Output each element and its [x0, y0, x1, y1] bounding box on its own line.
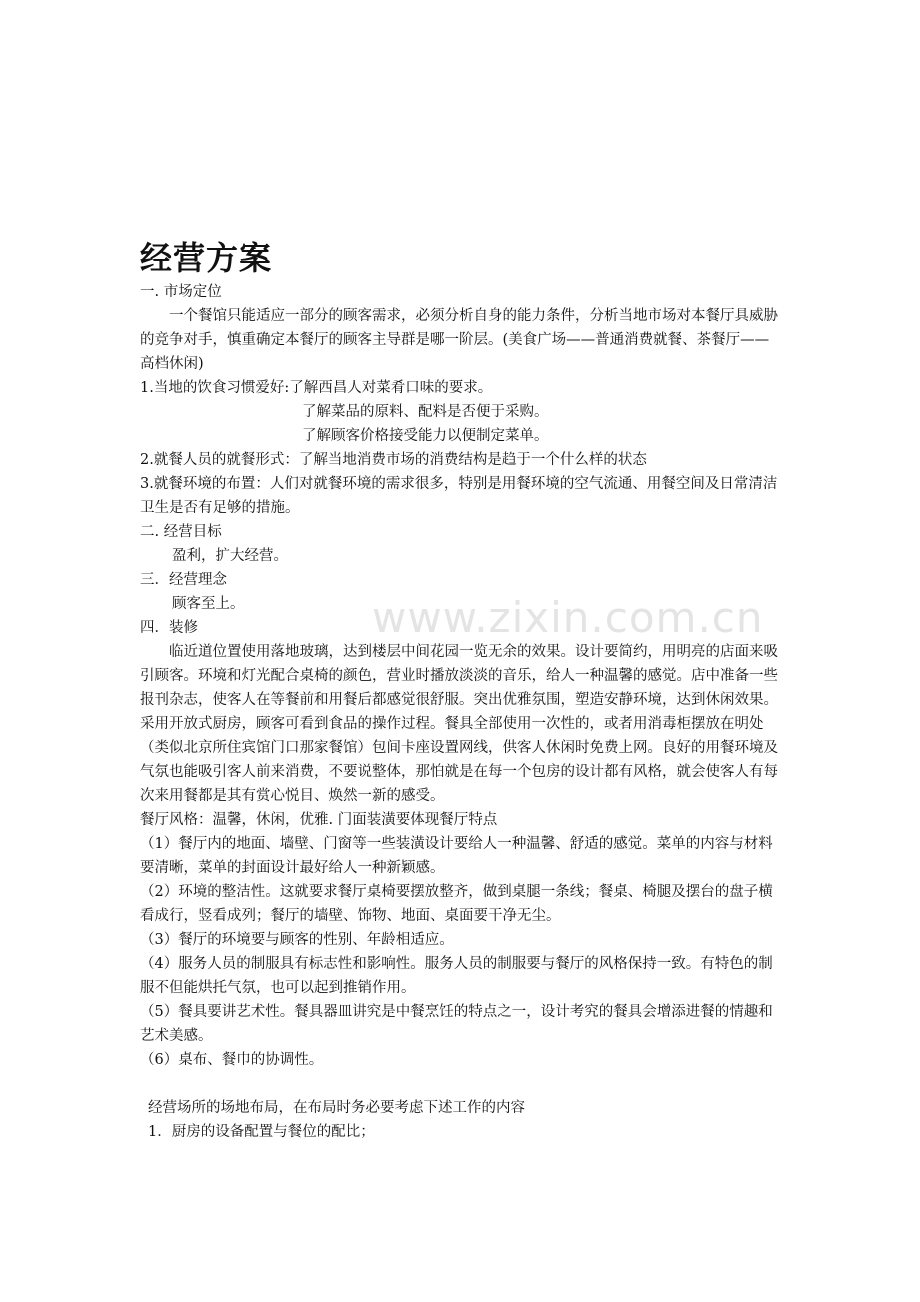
paragraph-business-goal: 盈利，扩大经营。: [172, 548, 288, 564]
style-item-5: （5）餐具要讲艺术性。餐具器皿讲究是中餐烹饪的特点之一，设计考究的餐具会增添进餐的情趣和艺术美感。: [140, 1004, 773, 1044]
item-eating-habits: 1.当地的饮食习惯爱好:了解西昌人对菜肴口味的要求。: [140, 380, 493, 396]
watermark: www.zixin.com.cn: [372, 593, 764, 642]
style-item-3: （3）餐厅的环境要与顾客的性别、年龄相适应。: [140, 932, 454, 948]
document-title: 经营方案: [140, 239, 273, 277]
style-item-2: （2）环境的整洁性。这就要求餐厅桌椅要摆放整齐，做到桌腿一条线；餐桌、椅腿及摆台的盘子横看成行，竖看成列；餐厅的墙壁、饰物、地面、桌面要干净无尘。: [140, 884, 773, 924]
paragraph-decoration: 临近道位置使用落地玻璃，达到楼层中间花园一览无余的效果。设计要简约，用明亮的店面来吸引顾客。环境和灯光配合桌椅的颜色，营业时播放淡淡的音乐，给人一种温馨的感觉。店中准备一些报刊杂志，使客人在等餐前和用餐后都感觉很舒服。突出优雅氛围，塑造安静环境，达到休闲效果。采用开放式厨房，顾客可看到食品的操作过程。餐具全部使用一次性的，或者用消毒柜摆放在明处（类似北京所住宾馆门口那家餐馆）包间卡座设置网线，供客人休闲时免费上网。良好的用餐环境及气氛也能吸引客人前来消费，不要说整体，那怕就是在每一个包房的设计都有风格，就会使客人有每次来用餐都是其有赏心悦目、焕然一新的感受。: [140, 644, 778, 804]
paragraph-business-philosophy: 顾客至上。: [172, 596, 245, 612]
heading-decoration: 四．装修: [140, 620, 198, 636]
item-eating-habits-price: 了解顾客价格接受能力以便制定菜单。: [302, 428, 549, 444]
item-dining-environment: 3.就餐环境的布置：人们对就餐环境的需求很多，特别是用餐环境的空气流通、用餐空间及日常清洁卫生是否有足够的措施。: [140, 476, 778, 516]
document-page: [140, 0, 782, 1302]
item-eating-habits-materials: 了解菜品的原料、配料是否便于采购。: [302, 404, 549, 420]
layout-item-1: 1．厨房的设备配置与餐位的配比；: [148, 1124, 375, 1140]
layout-intro: 经营场所的场地布局，在布局时务必要考虑下述工作的内容: [148, 1100, 525, 1116]
heading-business-philosophy: 三．经营理念: [140, 572, 227, 588]
document-body: [140, 280, 782, 1144]
heading-market-positioning: 一. 市场定位: [140, 284, 222, 300]
style-item-6: （6）桌布、餐巾的协调性。: [140, 1052, 324, 1068]
restaurant-style: 餐厅风格：温馨，休闲，优雅. 门面装潢要体现餐厅特点: [140, 812, 498, 828]
spacer: [140, 1072, 782, 1096]
heading-business-goal: 二. 经营目标: [140, 524, 222, 540]
style-item-1: （1）餐厅内的地面、墙壁、门窗等一些装潢设计要给人一种温馨、舒适的感觉。菜单的内容与材料要清晰，菜单的封面设计最好给人一种新颖感。: [140, 836, 773, 876]
style-item-4: （4）服务人员的制服具有标志性和影响性。服务人员的制服要与餐厅的风格保持一致。有特色的制服不但能烘托气氛，也可以起到推销作用。: [140, 956, 773, 996]
paragraph-market-positioning: 一个餐馆只能适应一部分的顾客需求，必须分析自身的能力条件，分析当地市场对本餐厅具威胁的竞争对手，慎重确定本餐厅的顾客主导群是哪一阶层。(美食广场——普通消费就餐、茶餐厅——高档休闲): [140, 308, 778, 372]
item-dining-form: 2.就餐人员的就餐形式：了解当地消费市场的消费结构是趋于一个什么样的状态: [140, 452, 647, 468]
